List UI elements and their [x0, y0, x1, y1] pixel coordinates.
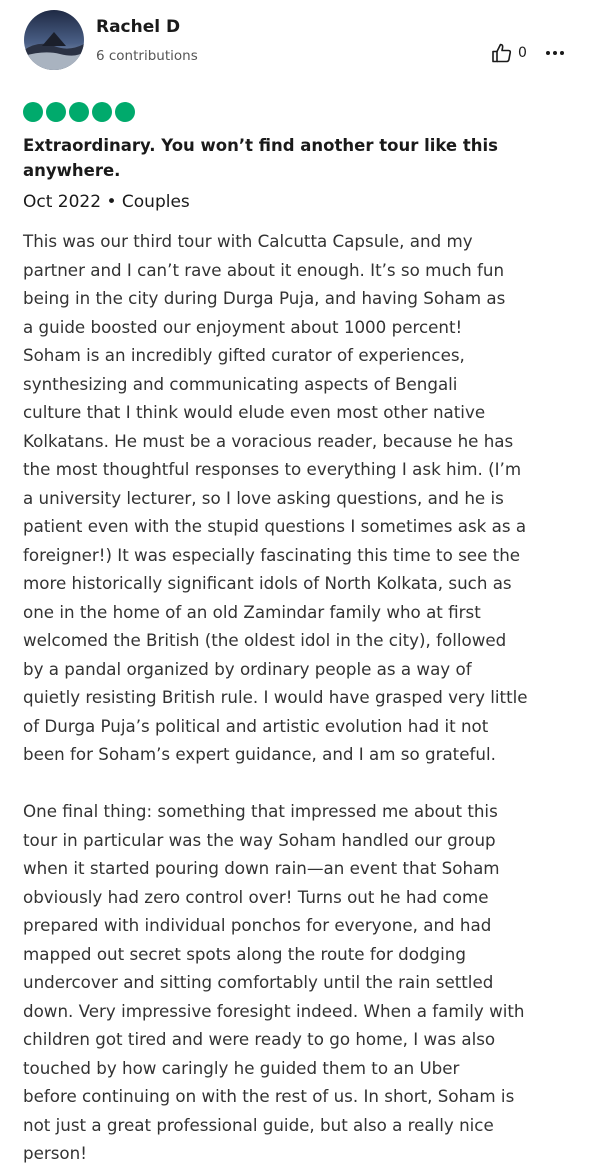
more-options-icon [546, 51, 550, 55]
review-title-line: anywhere. [23, 161, 121, 180]
rating-bubble [115, 102, 135, 122]
review-body-line: a university lecturer, so I love asking questions, and he is [23, 487, 504, 508]
review-body-line: mapped out secret spots along the route for dodging [23, 943, 466, 964]
more-options-dot [560, 51, 564, 55]
thumbs-up-icon [490, 41, 514, 65]
review-body [23, 227, 593, 1168]
review-body-line: obviously had zero control over! Turns out he had come [23, 886, 489, 907]
review-body-line: not just a great professional guide, but also a really nice [23, 1114, 494, 1135]
review-body-line: touched by how caringly he guided them to an Uber [23, 1057, 460, 1078]
more-options-dot [553, 51, 557, 55]
review-body-line: children got tired and were ready to go home, I was also [23, 1029, 496, 1049]
review-body-line: been for Soham’s expert guidance, and I am so grateful. [23, 744, 496, 764]
review-body-line: One final thing: something that impressed me about this [23, 801, 498, 821]
review-body-line: Kolkatans. He must be a voracious reader, because he has [23, 430, 514, 451]
review-body-line: the most thoughtful responses to everything I ask him. (I’m [23, 459, 522, 479]
contribution-count: 6 contributions [96, 48, 198, 64]
review-body-line: patient even with the stupid questions I sometimes ask as a [23, 516, 527, 536]
review-body-line: undercover and sitting comfortably until the rain settled [23, 972, 494, 992]
review-body-line: more historically significant idols of North Kolkata, such as [23, 573, 512, 593]
review-body-line: quietly resisting British rule. I would have grasped very little [23, 687, 528, 707]
rating-bubble [69, 102, 89, 122]
review-body-line: being in the city during Durga Puja, and having Soham as [23, 288, 506, 308]
review-body-line: a guide boosted our enjoyment about 1000 percent! [23, 316, 463, 337]
review-meta [23, 192, 190, 212]
review-body-line: person! [23, 1143, 87, 1163]
helpful-count: 0 [518, 45, 527, 61]
more-options-button[interactable] [542, 40, 568, 66]
review-body-line: welcomed the British (the oldest idol in the city), followed [23, 630, 507, 650]
helpful-vote-button[interactable] [490, 40, 527, 66]
review-title[interactable] [23, 133, 543, 183]
review-body-line: tour in particular was the way Soham handled our group [23, 829, 496, 850]
user-name[interactable]: Rachel D [96, 17, 181, 37]
review-body-line: partner and I can’t rave about it enough. It’s so much fun [23, 259, 505, 280]
paragraph-gap [23, 769, 593, 798]
review-body-line: culture that I think would elude even most other native [23, 402, 486, 422]
avatar-photo [24, 10, 84, 70]
rating-bubbles [23, 102, 135, 122]
review-body-line: of Durga Puja’s political and artistic evolution had it not [23, 715, 489, 736]
rating-bubble [23, 102, 43, 122]
review-body-line: when it started pouring down rain—an event that Soham [23, 858, 500, 878]
review-body-line: prepared with individual ponchos for everyone, and had [23, 915, 492, 935]
review-body-line: synthesizing and communicating aspects of Bengali [23, 373, 458, 394]
review-body-line: by a pandal organized by ordinary people as a way of [23, 658, 472, 679]
review-body-line: This was our third tour with Calcutta Capsule, and my [23, 231, 473, 251]
review-body-line: foreigner!) It was especially fascinating this time to see the [23, 544, 521, 565]
review-date: Oct 2022 [23, 192, 102, 212]
trip-type: Couples [121, 192, 190, 212]
review-body-line: Soham is an incredibly gifted curator of experiences, [23, 345, 465, 365]
meta-separator: • [101, 192, 122, 212]
review-body-line: down. Very impressive foresight indeed. When a family with [23, 1000, 525, 1021]
rating-bubble [46, 102, 66, 122]
rating-bubble [92, 102, 112, 122]
review-body-line: before continuing on with the rest of us. In short, Soham is [23, 1086, 515, 1106]
avatar[interactable] [24, 10, 84, 70]
review-body-line: one in the home of an old Zamindar family who at first [23, 601, 481, 622]
review-title-line: Extraordinary. You won’t find another tour like this [23, 136, 498, 155]
